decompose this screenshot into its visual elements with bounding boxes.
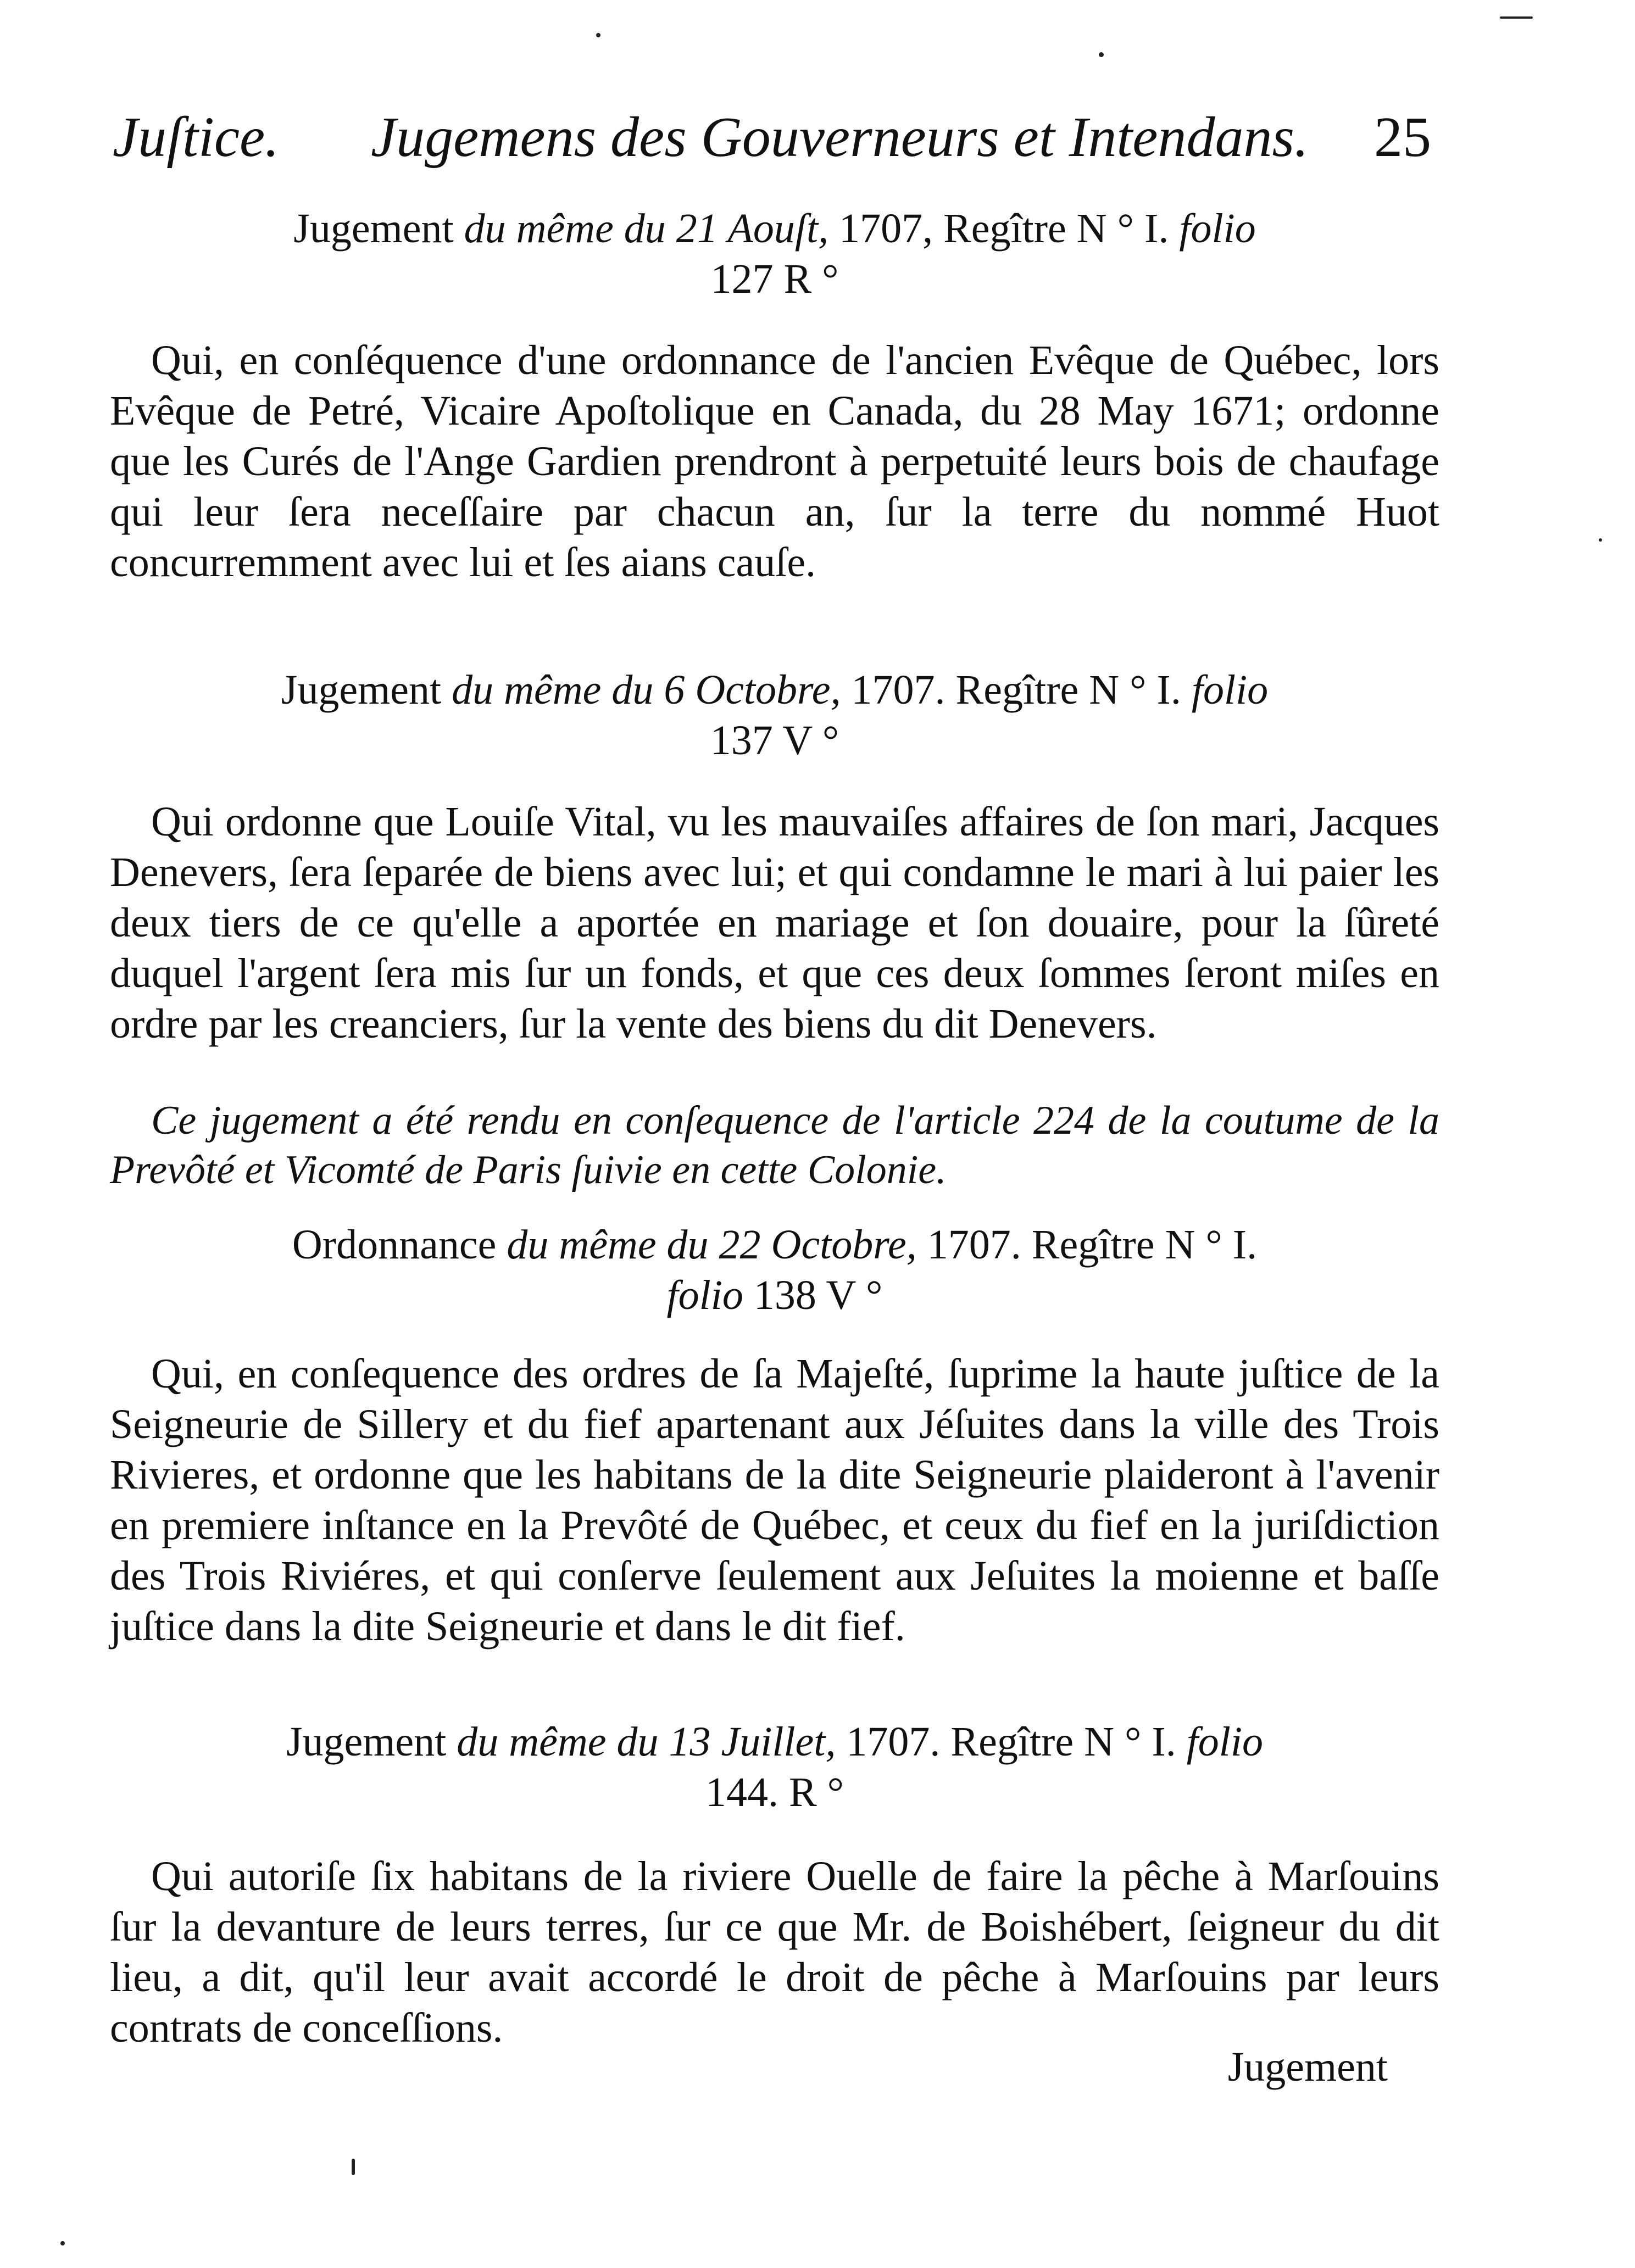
entry-note: Ce jugement a été rendu en conſequence de l'article 224 de la coutume de la Prevôté et Vicomté de Paris ſuivie en cette Colonie.	[110, 1098, 1439, 1192]
heading-register: 1707. Regître N ° I.	[846, 1719, 1176, 1765]
entry-heading-line2: 127 R °	[710, 256, 839, 302]
heading-lead: Ordonnance	[292, 1222, 497, 1268]
heading-folio: folio	[1191, 667, 1269, 713]
entry-body: Qui, en conſéquence d'une ordonnance de l'ancien Evêque de Québec, lors Evêque de Petré, Vicaire Apoſtolique en Canada, du 28 May 1671; ordonne que les Curés de l'Ange Gardien prendront à perpetuité leurs bois de chaufage qui leur ſera neceſſaire par chacun an, ſur la terre du nommé Huot concurremment avec lui et ſes aians cauſe.	[110, 337, 1439, 586]
scan-speck	[1599, 538, 1602, 542]
heading-date: du même du 21 Aouſt,	[464, 205, 829, 252]
heading-lead: Jugement	[281, 667, 442, 713]
entry-heading-line1	[110, 1219, 1439, 1270]
scan-speck	[60, 2241, 65, 2245]
heading-folio-number: 138 V °	[753, 1272, 883, 1318]
heading-register: 1707. Regître N ° I.	[927, 1222, 1258, 1268]
heading-date: du même du 6 Octobre,	[452, 667, 841, 713]
heading-folio: folio	[1179, 205, 1256, 252]
entry-heading-line1	[110, 665, 1439, 715]
catchword: Jugement	[1227, 2044, 1388, 2090]
scan-speck	[1500, 16, 1533, 19]
scan-speck	[596, 33, 600, 37]
entry-heading-line1	[110, 1717, 1439, 1767]
entry-heading	[110, 203, 1439, 304]
page-title: Jugemens des Gouverneurs et Intendans.	[371, 105, 1309, 169]
entry-heading-line1	[110, 203, 1439, 254]
scan-speck	[352, 2159, 355, 2175]
heading-date: du même du 22 Octobre,	[507, 1222, 917, 1268]
entry-heading	[110, 665, 1439, 766]
heading-date: du même du 13 Juillet,	[457, 1719, 836, 1765]
heading-register: 1707. Regître N ° I.	[851, 667, 1181, 713]
heading-folio: folio	[666, 1272, 743, 1318]
heading-lead: Jugement	[286, 1719, 447, 1765]
entry-body: Qui autoriſe ſix habitans de la riviere Ouelle de faire la pêche à Marſouins ſur la devanture de leurs terres, ſur ce que Mr. de Boishébert, ſeigneur du dit lieu, a dit, qu'il leur avait accordé le droit de pêche à Marſouins par leurs contrats de conceſſions.	[110, 1853, 1439, 2051]
scan-speck	[1099, 52, 1104, 57]
entry-heading-line2	[110, 1270, 1439, 1320]
entry-body: Qui ordonne que Louiſe Vital, vu les mauvaiſes affaires de ſon mari, Jacques Denevers, ſera ſeparée de biens avec lui; et qui condamne le mari à lui paier les deux tiers de ce qu'elle a aportée en mariage et ſon douaire, pour la ſûreté duquel l'argent ſera mis ſur un fonds, et que ces deux ſommes ſeront miſes en ordre par les creanciers, ſur la vente des biens du dit Denevers.	[110, 799, 1439, 1047]
heading-lead: Jugement	[293, 205, 454, 252]
entry-heading-line2: 137 V °	[710, 717, 839, 764]
page-number: 25	[1374, 105, 1431, 169]
entry-heading-line2: 144. R °	[705, 1769, 844, 1815]
entry-heading	[110, 1717, 1439, 1818]
section-label: Juſtice.	[113, 105, 280, 169]
entry-body: Qui, en conſequence des ordres de ſa Majeſté, ſuprime la haute juſtice de la Seigneurie de Sillery et du fief apartenant aux Jéſuites dans la ville des Trois Rivieres, et ordonne que les habitans de la dite Seigneurie plaideront à l'avenir en premiere inſtance en la Prevôté de Québec, et ceux du fief en la juriſdiction des Trois Riviéres, et qui conſerve ſeulement aux Jeſuites la moienne et baſſe juſtice dans la dite Seigneurie et dans le dit fief.	[110, 1351, 1439, 1650]
heading-folio: folio	[1186, 1719, 1264, 1765]
entry-heading	[110, 1219, 1439, 1320]
heading-register: 1707, Regître N ° I.	[839, 205, 1169, 252]
running-header	[113, 104, 1431, 187]
